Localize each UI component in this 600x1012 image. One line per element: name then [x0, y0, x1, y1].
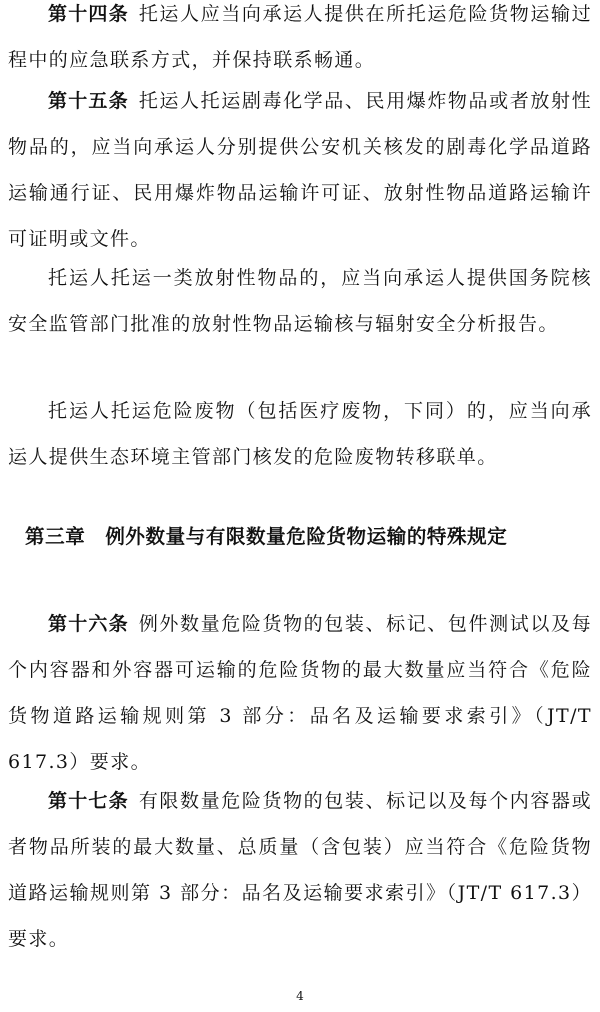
article-15-paragraph-2 — [8, 255, 592, 347]
article-14-text: 托运人应当向承运人提供在所托运危险货物运输过程中的应急联系方式，并保持联系畅通。 — [8, 3, 592, 71]
page-number: 4 — [296, 989, 304, 1003]
article-14-title: 第十四条 — [48, 3, 129, 25]
chapter-title: 例外数量与有限数量危险货物运输的特殊规定 — [105, 525, 508, 548]
chapter-number: 第三章 — [25, 525, 86, 548]
article-15-paragraph-2-text: 托运人托运一类放射性物品的，应当向承运人提供国务院核安全监管部门批准的放射性物品运输核与辐射安全分析报告。 — [8, 267, 592, 335]
article-15-title: 第十五条 — [48, 90, 129, 112]
article-17 — [8, 778, 592, 962]
article-15-paragraph-3-text: 托运人托运危险废物（包括医疗废物，下同）的，应当向承运人提供生态环境主管部门核发的危险废物转移联单。 — [8, 400, 592, 468]
chapter-heading — [25, 514, 585, 560]
article-17-text: 有限数量危险货物的包装、标记以及每个内容器或者物品所装的最大数量、总质量（含包装）应当符合《危险货物道路运输规则第 3 部分：品名及运输要求索引》（JT/T 617.3）要求。 — [8, 790, 592, 950]
article-15-text: 托运人托运剧毒化学品、民用爆炸物品或者放射性物品的，应当向承运人分别提供公安机关核发的剧毒化学品道路运输通行证、民用爆炸物品运输许可证、放射性物品道路运输许可证明或文件。 — [8, 90, 592, 250]
article-17-title: 第十七条 — [48, 790, 129, 812]
article-15-paragraph-3 — [8, 388, 592, 480]
article-16-text: 例外数量危险货物的包装、标记、包件测试以及每个内容器和外容器可运输的危险货物的最大数量应当符合《危险货物道路运输规则第 3 部分：品名及运输要求索引》（JT/T 617.3）要求。 — [8, 613, 592, 773]
article-16-title: 第十六条 — [48, 613, 129, 635]
article-15 — [8, 78, 592, 262]
article-16 — [8, 601, 592, 785]
article-14 — [8, 0, 592, 83]
